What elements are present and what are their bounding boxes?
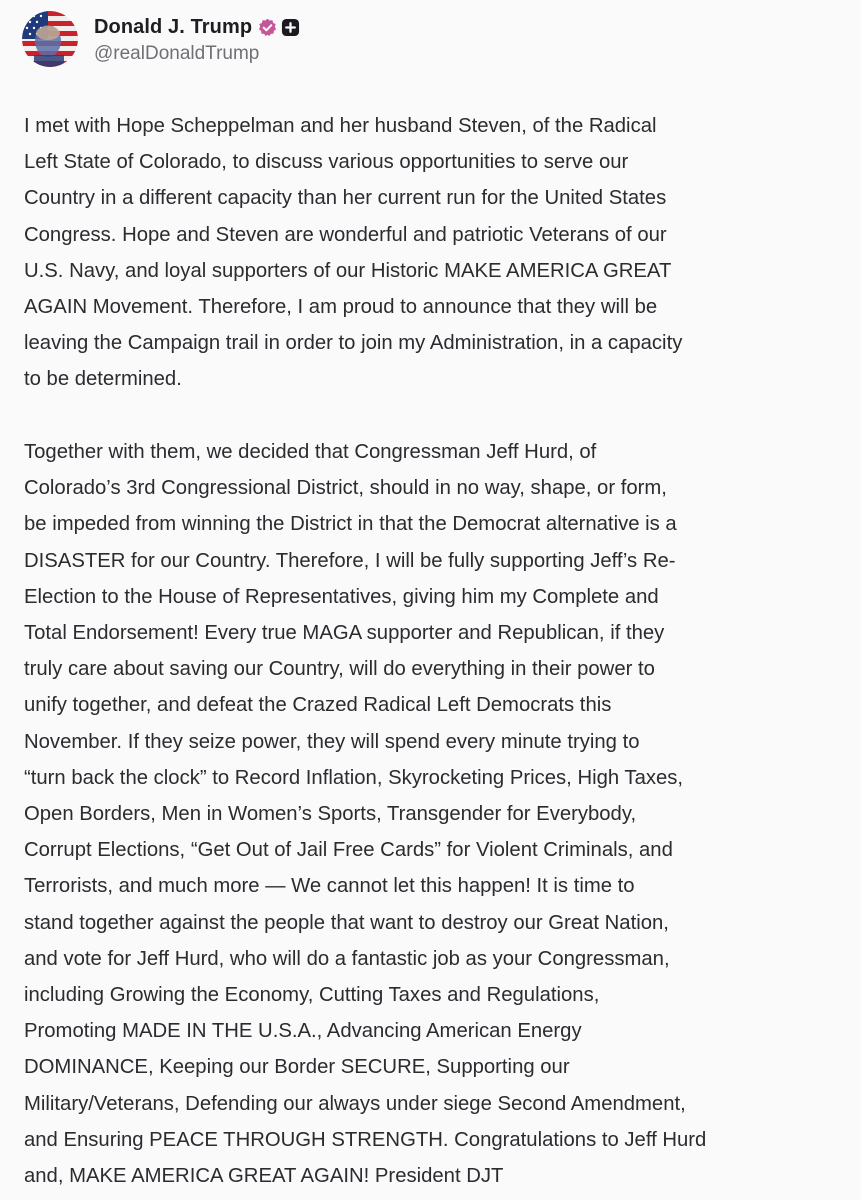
text-line: Terrorists, and much more — We cannot let this happen! It is time to (24, 875, 635, 898)
text-line: and, MAKE AMERICA GREAT AGAIN! President DJT (24, 1165, 504, 1188)
text-line: DOMINANCE, Keeping our Border SECURE, Supporting our (24, 1056, 570, 1079)
avatar[interactable] (22, 11, 78, 67)
text-line: DISASTER for our Country. Therefore, I will be fully supporting Jeff’s Re- (24, 549, 676, 572)
text-line: Country in a different capacity than her current run for the United States (24, 187, 667, 210)
plus-square-icon (281, 18, 300, 37)
text-line: including Growing the Economy, Cutting Taxes and Regulations, (24, 984, 600, 1007)
author-block (94, 13, 300, 65)
verified-badge-icon (258, 18, 277, 37)
text-line: to be determined. (24, 368, 182, 391)
display-name[interactable]: Donald J. Trump (94, 15, 253, 38)
post-body (24, 108, 839, 1194)
text-line: and vote for Jeff Hurd, who will do a fantastic job as your Congressman, (24, 947, 670, 970)
text-line: be impeded from winning the District in that the Democrat alternative is a (24, 513, 677, 536)
text-line: stand together against the people that want to destroy our Great Nation, (24, 911, 669, 934)
text-line: leaving the Campaign trail in order to join my Administration, in a capacity (24, 332, 683, 355)
text-line: Congress. Hope and Steven are wonderful and patriotic Veterans of our (24, 223, 667, 246)
text-line: Election to the House of Representatives, giving him my Complete and (24, 585, 659, 608)
avatar-image (22, 11, 78, 67)
text-line: truly care about saving our Country, will do everything in their power to (24, 658, 655, 681)
text-line: I met with Hope Scheppelman and her husband Steven, of the Radical (24, 115, 657, 137)
text-line: “turn back the clock” to Record Inflation, Skyrocketing Prices, High Taxes, (24, 766, 684, 789)
text-line: Colorado’s 3rd Congressional District, should in no way, shape, or form, (24, 477, 667, 500)
text-line: and Ensuring PEACE THROUGH STRENGTH. Congratulations to Jeff Hurd (24, 1128, 707, 1151)
post-paragraph-2 (24, 434, 839, 1194)
text-line: Military/Veterans, Defending our always under siege Second Amendment, (24, 1092, 686, 1115)
text-line: Total Endorsement! Every true MAGA supporter and Republican, if they (24, 622, 665, 645)
post-header (22, 3, 300, 75)
text-line: U.S. Navy, and loyal supporters of our Historic MAKE AMERICA GREAT (24, 259, 672, 282)
post-paragraph-1 (24, 108, 839, 398)
author-handle[interactable]: @realDonaldTrump (94, 43, 260, 64)
text-line: Together with them, we decided that Congressman Jeff Hurd, of (24, 441, 597, 464)
name-row (94, 13, 300, 41)
text-line: November. If they seize power, they will spend every minute trying to (24, 730, 640, 753)
text-line: Corrupt Elections, “Get Out of Jail Free Cards” for Violent Criminals, and (24, 839, 673, 862)
text-line: unify together, and defeat the Crazed Radical Left Democrats this (24, 694, 612, 717)
text-line: Left State of Colorado, to discuss various opportunities to serve our (24, 151, 629, 174)
text-line: AGAIN Movement. Therefore, I am proud to announce that they will be (24, 296, 658, 319)
text-line: Promoting MADE IN THE U.S.A., Advancing American Energy (24, 1020, 582, 1043)
text-line: Open Borders, Men in Women’s Sports, Transgender for Everybody, (24, 803, 637, 826)
